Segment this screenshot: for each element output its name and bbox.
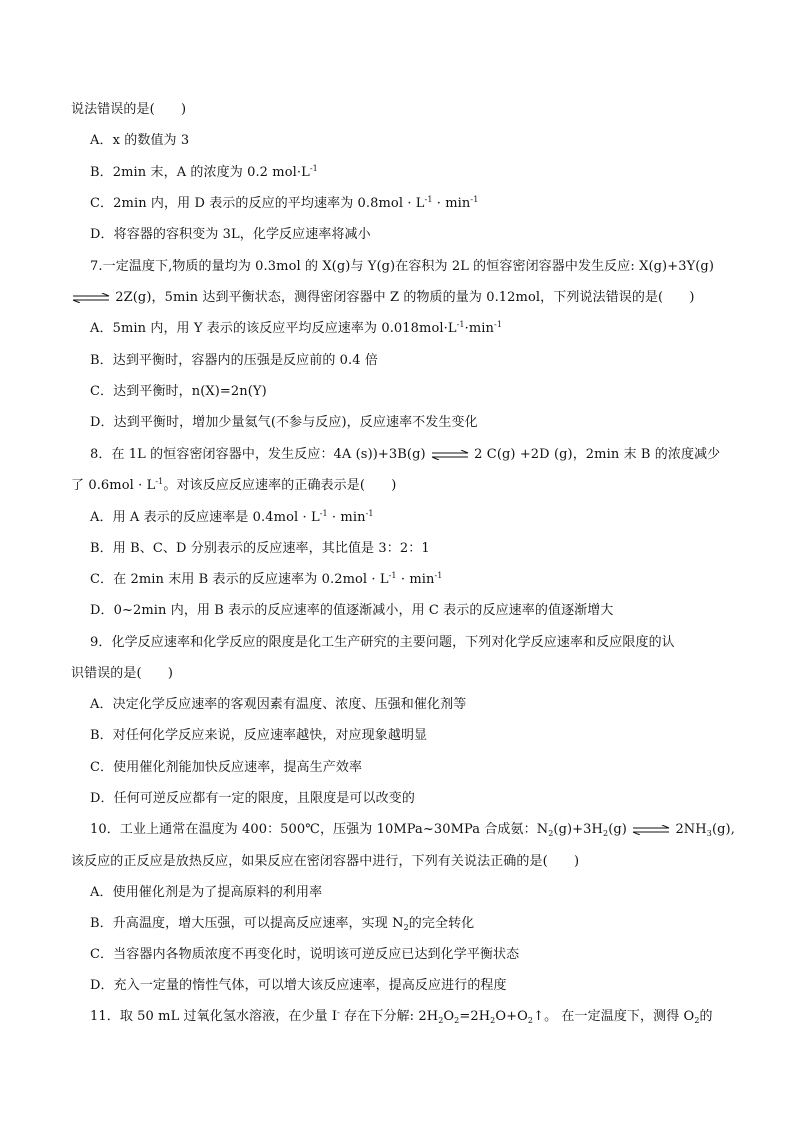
option-b: B．对任何化学反应来说，反应速率越快，对应现象越明显: [90, 728, 428, 743]
option-b: B．用 B、C、D 分别表示的反应速率，其比值是 3：2：1: [90, 541, 430, 556]
question-9: 9．化学反应速率和化学反应的限度是化工生产研究的主要问题，下列对化学反应速率和反应限度的认: [90, 635, 675, 650]
option-b: B．达到平衡时，容器内的压强是反应前的 0.4 倍: [90, 353, 378, 368]
option-a: A．用 A 表示的反应速率是 $0.4mol \cdot L^{-1} \cdot \min^{-1}$: [90, 509, 374, 525]
question-11: 11．取 50 mL 过氧化氢水溶液，在少量 I- 存在下分解: $2H_2O_2=2H_2O+O_2↑$。 在一定温度下，测得 $O_2$的: [90, 1008, 713, 1025]
question-8-cont: 了 $0.6mol \cdot L^{-1}$。对该反应反应速率的正确表示是( ): [71, 477, 397, 493]
option-d: D．充入一定量的惰性气体，可以增大该反应速率，提高反应进行的程度: [90, 978, 507, 993]
option-b: B．升高温度，增大压强，可以提高反应速率，实现 $N_2$的完全转化: [90, 916, 475, 932]
question-7: 7.一定温度下,物质的量均为 0.3mol 的 X(g)与 Y(g)在容积为 2L 的恒容密闭容器中发生反应: X(g)+3Y(g): [90, 259, 715, 274]
option-a: A．使用催化剂是为了提高原料的利用率: [90, 885, 323, 900]
option-d: D．0~2min 内，用 B 表示的反应速率的值逐渐减小，用 C 表示的反应速率的值逐渐增大: [90, 603, 614, 618]
equilibrium-arrow-icon: [631, 825, 671, 835]
text-line: 说法错误的是( ): [71, 102, 187, 117]
option-d: D．任何可逆反应都有一定的限度，且限度是可以改变的: [90, 791, 415, 806]
question-10: 10．工业上通常在温度为 400：500℃，压强为 10MPa~30MPa 合成氨：$N_2(g)+3H_2(g)$ $2NH_3(g)$,: [90, 822, 735, 838]
question-7-cont: 2Z(g)，5min 达到平衡状态，测得密闭容器中 Z 的物质的量为 0.12mol，下列说法错误的是( ): [71, 289, 695, 307]
question-10-cont: 该反应的正反应是放热反应，如果反应在密闭容器中进行，下列有关说法正确的是( ): [71, 854, 580, 869]
question-8: 8．在 1L 的恒容密闭容器中，发生反应：4A (s))+3B(g) 2 C(g) +2D (g)，2min 末 B 的浓度减少: [90, 447, 721, 462]
option-c: C．2min 内，用 D 表示的反应的平均速率为 $0.8mol \cdot L^{-1} \cdot \min^{-1}$: [90, 195, 479, 211]
option-d: D．达到平衡时，增加少量氦气(不参与反应)，反应速率不发生变化: [90, 415, 478, 430]
option-c: C．在 2min 末用 B 表示的反应速率为 $0.2mol \cdot L^{-1} \cdot \min^{-1}$: [90, 571, 443, 587]
option-a: A．x 的数值为 3: [90, 133, 190, 148]
option-a: A．决定化学反应速率的客观因素有温度、浓度、压强和催化剂等: [90, 697, 467, 712]
option-a: A．5min 内，用 Y 表示的该反应平均反应速率为 $0.018mol\cdot L^{-1}\cdot\min^{-1}$: [90, 320, 503, 336]
option-c: C．当容器内各物质浓度不再变化时，说明该可逆反应已达到化学平衡状态: [90, 947, 520, 962]
option-c: C．使用催化剂能加快反应速率，提高生产效率: [90, 760, 363, 775]
option-d: D．将容器的容积变为 3L，化学反应速率将减小: [90, 227, 371, 242]
option-c: C．达到平衡时，n(X)=2n(Y): [90, 384, 267, 399]
equilibrium-arrow-icon: [71, 293, 111, 303]
equilibrium-arrow-icon: [430, 450, 470, 460]
question-9-cont: 识错误的是( ): [71, 666, 174, 681]
option-b: B．2min 末，A 的浓度为 0.2 $mol\cdot L^{-1}$: [90, 164, 318, 180]
